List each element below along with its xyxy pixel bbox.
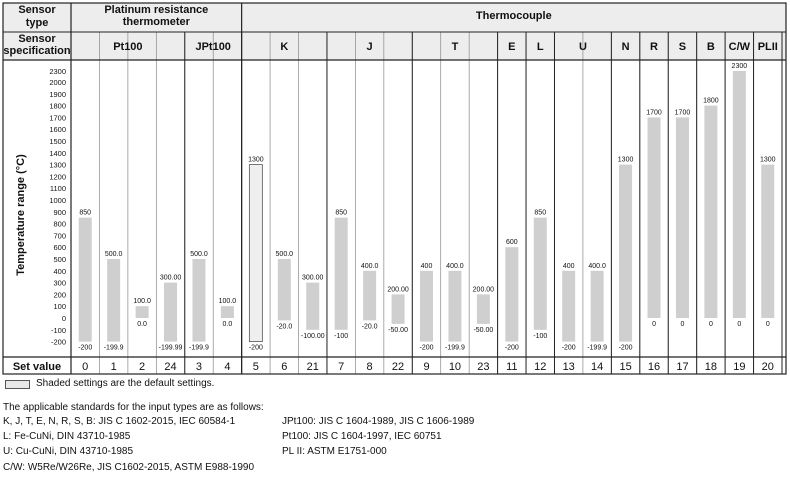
range-bar (278, 259, 291, 320)
range-bar (591, 271, 604, 342)
bar-max-label: 1300 (617, 156, 634, 164)
notes-intro: The applicable standards for the input types are as follows: (3, 402, 264, 413)
bar-max-label: 1700 (674, 109, 691, 117)
sensor-spec-label: L (536, 41, 544, 53)
y-tick-label: 1500 (49, 137, 66, 146)
sensor-spec-label: S (678, 41, 687, 53)
y-tick-label: 200 (53, 290, 66, 300)
set-value-cell: 0 (82, 361, 89, 373)
set-value-cell: 13 (562, 361, 575, 373)
set-value-cell: 1 (110, 361, 117, 373)
range-bar (448, 271, 461, 342)
y-tick-label: 1100 (49, 184, 66, 194)
bar-max-label: 1300 (759, 156, 776, 164)
y-tick-label: 1000 (49, 196, 66, 205)
y-tick-label: 1200 (49, 172, 66, 182)
sensor-spec-label: N (621, 41, 630, 53)
sensor-spec-header-line2: specification (3, 45, 71, 57)
range-bar (363, 271, 376, 321)
bar-min-label: 0 (652, 321, 656, 328)
bar-max-label: 500.0 (190, 251, 208, 258)
note-left: K, J, T, E, N, R, S, B: JIS C 1602-2015, IEC 60584-1 (3, 416, 236, 427)
bar-max-label: 400 (420, 262, 433, 270)
note-left: L: Fe-CuNi, DIN 43710-1985 (3, 431, 131, 442)
range-bar (249, 165, 262, 342)
bar-min-label: 0 (765, 321, 770, 328)
y-tick-label: -200 (50, 337, 66, 347)
note-right: Pt100: JIS C 1604-1997, IEC 60751 (282, 431, 442, 442)
bar-min-label: -200 (419, 344, 434, 352)
sensor-spec-label: PLII (757, 41, 778, 53)
set-value-cell: 15 (619, 361, 632, 373)
set-value-cell: 3 (195, 361, 203, 373)
bar-max-label: 200.00 (387, 286, 409, 294)
bar-max-label: 400.0 (446, 262, 464, 270)
range-bar (164, 283, 177, 342)
bar-max-label: 300.00 (302, 274, 324, 282)
y-tick-label: 900 (53, 207, 66, 217)
range-bar (619, 165, 632, 342)
y-tick-label: 1900 (49, 89, 66, 99)
range-bar (136, 306, 149, 318)
range-bar (192, 259, 205, 342)
bar-min-label: -199.9 (189, 344, 209, 352)
note-right: PL II: ASTM E1751-000 (282, 446, 387, 457)
set-value-cell: 8 (366, 361, 373, 373)
y-tick-label: 300 (53, 278, 66, 288)
set-value-cell: 6 (281, 361, 288, 373)
sensor-spec-label: K (280, 41, 289, 53)
sensor-spec-label: U (578, 41, 587, 53)
range-bar (79, 218, 92, 342)
bar-max-label: 2300 (731, 63, 748, 70)
platinum-header-line1: Platinum resistance (104, 4, 209, 16)
range-bar (704, 106, 717, 318)
sensor-spec-label: C/W (728, 41, 751, 53)
y-tick-label: 2300 (49, 67, 66, 76)
platinum-header-line2: thermometer (122, 16, 190, 28)
bar-min-label: -200 (78, 344, 93, 352)
y-tick-label: 800 (53, 219, 66, 229)
bar-max-label: 1300 (248, 156, 264, 164)
sensor-spec-label: J (366, 41, 373, 53)
sensor-spec-label: R (650, 41, 658, 53)
set-value-cell: 16 (647, 361, 661, 373)
y-tick-label: 1700 (49, 113, 66, 123)
bar-min-label: -100 (533, 332, 548, 340)
thermocouple-header: Thermocouple (475, 10, 552, 22)
y-tick-label: 1400 (49, 148, 66, 158)
legend-text: Shaded settings are the default settings. (36, 378, 215, 389)
bar-max-label: 100.0 (133, 298, 151, 306)
bar-min-label: -200 (504, 344, 519, 352)
y-axis-title: Temperature range (°C) (15, 154, 27, 276)
set-value-cell: 20 (761, 361, 774, 373)
y-tick-label: 0 (61, 314, 66, 323)
bar-min-label: -200 (248, 344, 263, 352)
bar-max-label: 500.0 (104, 251, 123, 258)
bar-max-label: 850 (79, 209, 92, 217)
bar-max-label: 500.0 (275, 251, 294, 258)
bar-min-label: 0.0 (137, 321, 147, 328)
bar-min-label: -50.00 (388, 326, 408, 334)
range-bar (761, 165, 774, 318)
range-bar (534, 218, 547, 330)
y-tick-label: 700 (53, 231, 66, 241)
y-tick-label: 500 (53, 255, 66, 264)
range-bar (420, 271, 433, 342)
y-tick-label: 1600 (49, 125, 66, 135)
bar-max-label: 100.0 (218, 298, 237, 306)
set-value-cell: 21 (306, 361, 319, 373)
set-value-cell: 11 (506, 361, 518, 373)
set-value-cell: 10 (448, 361, 462, 373)
bar-min-label: -199.9 (103, 344, 124, 352)
bar-min-label: -200 (618, 344, 633, 352)
range-bar (335, 218, 348, 330)
sensor-spec-header-line1: Sensor (18, 33, 56, 45)
bar-max-label: 300.00 (159, 274, 182, 282)
range-bar (562, 271, 575, 342)
range-bar (107, 259, 120, 342)
set-value-cell: 2 (139, 361, 146, 373)
y-tick-label: 1300 (49, 160, 66, 170)
set-value-header: Set value (12, 361, 62, 373)
bar-max-label: 1800 (703, 97, 719, 105)
range-bar (306, 283, 319, 330)
set-value-cell: 18 (704, 361, 718, 373)
bar-max-label: 400.0 (360, 262, 379, 270)
set-value-cell: 4 (224, 361, 231, 373)
bar-min-label: -200 (561, 344, 576, 352)
bar-max-label: 200.00 (472, 286, 495, 294)
default-setting-swatch (5, 380, 30, 389)
bar-min-label: -20.0 (276, 323, 293, 331)
sensor-spec-label: E (508, 41, 516, 53)
bar-min-label: 0 (680, 321, 685, 328)
sensor-spec-label: JPt100 (195, 41, 231, 53)
bar-min-label: -199.99 (158, 344, 183, 352)
bar-max-label: 400 (562, 262, 575, 270)
bar-max-label: 1700 (646, 109, 662, 117)
note-left: C/W: W5Re/W26Re, JIS C1602-2015, ASTM E988-1990 (3, 462, 255, 473)
bar-min-label: -100 (334, 332, 349, 340)
bar-min-label: -199.9 (445, 344, 465, 352)
bar-max-label: 400.0 (588, 262, 606, 270)
set-value-cell: 17 (676, 361, 689, 373)
range-bar (505, 247, 518, 341)
bar-min-label: -50.00 (473, 326, 494, 334)
y-tick-label: 2000 (49, 78, 66, 87)
set-value-cell: 12 (534, 361, 547, 373)
range-bar (221, 306, 234, 318)
bar-min-label: 0.0 (222, 321, 233, 328)
range-bar (477, 294, 490, 324)
y-tick-label: 400 (53, 266, 66, 276)
sensor-spec-label: Pt100 (113, 41, 143, 53)
bar-max-label: 850 (335, 209, 348, 217)
y-tick-label: -100 (50, 325, 66, 335)
set-value-cell: 23 (477, 361, 490, 373)
set-value-cell: 5 (252, 361, 259, 373)
bar-max-label: 600 (505, 239, 518, 247)
bar-min-label: 0 (737, 321, 742, 328)
sensor-type-label-line1: Sensor (18, 4, 56, 16)
y-tick-label: 100 (53, 302, 66, 312)
set-value-cell: 19 (733, 361, 746, 373)
range-bar (392, 294, 405, 324)
set-value-cell: 22 (391, 361, 405, 373)
bar-min-label: -20.0 (361, 323, 378, 331)
notes-section (0, 377, 790, 479)
note-left: U: Cu-CuNi, DIN 43710-1985 (3, 446, 134, 457)
range-bar (676, 117, 689, 318)
set-value-cell: 7 (338, 361, 345, 373)
set-value-cell: 14 (591, 361, 604, 373)
range-bar (648, 117, 661, 318)
bar-max-label: 850 (534, 209, 547, 217)
bar-min-label: -100.00 (300, 332, 325, 340)
range-bar (733, 71, 746, 318)
y-tick-label: 1800 (49, 101, 66, 111)
bar-min-label: 0 (708, 321, 713, 328)
set-value-cell: 24 (164, 361, 177, 373)
note-right: JPt100: JIS C 1604-1989, JIS C 1606-1989 (282, 416, 475, 427)
sensor-type-label-line2: type (25, 17, 49, 29)
y-tick-label: 600 (53, 243, 66, 253)
set-value-cell: 9 (423, 361, 430, 373)
bar-min-label: -199.9 (587, 344, 608, 352)
sensor-spec-label: B (706, 41, 715, 53)
sensor-spec-label: T (451, 41, 459, 53)
